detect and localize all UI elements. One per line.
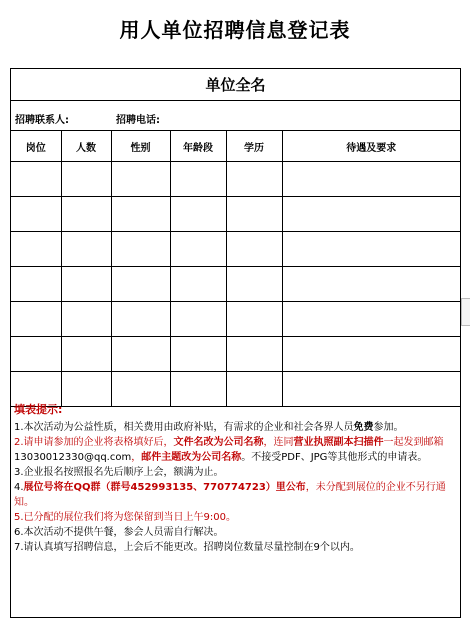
table-cell[interactable]	[282, 162, 460, 197]
table-cell[interactable]	[61, 267, 111, 302]
table-cell[interactable]	[111, 197, 170, 232]
table-cell[interactable]	[170, 267, 226, 302]
note-4	[14, 480, 458, 510]
form-title: 用人单位招聘信息登记表	[119, 18, 351, 42]
table-row	[11, 197, 460, 232]
contact-phone-label: 招聘电话:	[116, 115, 160, 126]
note-2	[14, 435, 458, 465]
table-row	[11, 337, 460, 372]
contact-person-label: 招聘联系人:	[15, 115, 69, 126]
contact-row	[11, 101, 460, 131]
table-header-row	[11, 131, 460, 162]
table-cell[interactable]	[226, 337, 282, 372]
table-cell[interactable]	[11, 267, 61, 302]
note-emphasis: 文件名改为公司名称	[173, 437, 264, 448]
instructions-header: 填表提示:	[14, 403, 63, 416]
note-text: 2.请申请参加的企业将表格填好后，	[14, 437, 174, 448]
table-cell[interactable]	[282, 232, 460, 267]
recruitment-table	[11, 131, 460, 407]
table-cell[interactable]	[282, 302, 460, 337]
col-position: 岗位	[11, 131, 61, 162]
note-emphasis: 免费	[353, 422, 374, 433]
table-row	[11, 162, 460, 197]
col-headcount: 人数	[61, 131, 111, 162]
table-row	[11, 302, 460, 337]
note-5: 5.已分配的展位我们将为您保留到当日上午9:00。	[14, 512, 236, 523]
col-age-range: 年龄段	[170, 131, 226, 162]
table-cell[interactable]	[61, 197, 111, 232]
note-7: 7.请认真填写招聘信息，上会后不能更改。招聘岗位数量尽量控制在9个以内。	[14, 542, 360, 553]
table-row	[11, 232, 460, 267]
table-cell[interactable]	[111, 162, 170, 197]
note-text: 一起发到邮箱	[383, 437, 444, 448]
table-cell[interactable]	[170, 162, 226, 197]
table-cell[interactable]	[170, 197, 226, 232]
col-education: 学历	[226, 131, 282, 162]
table-cell[interactable]	[11, 162, 61, 197]
note-text: 4.	[14, 482, 24, 493]
table-cell[interactable]	[11, 197, 61, 232]
note-3: 3.企业报名按照报名先后顺序上会，额满为止。	[14, 467, 224, 478]
note-text: ，未分配到展位的企业不另行通知。	[14, 482, 446, 508]
table-cell[interactable]	[226, 162, 282, 197]
table-cell[interactable]	[226, 232, 282, 267]
table-cell[interactable]	[226, 197, 282, 232]
instructions	[14, 402, 458, 555]
table-cell[interactable]	[11, 337, 61, 372]
col-benefits: 待遇及要求	[282, 131, 460, 162]
note-emphasis: 营业执照副本扫描件	[293, 437, 384, 448]
table-cell[interactable]	[61, 337, 111, 372]
note-1	[14, 420, 458, 435]
note-text: 。不接受PDF、JPG等其他形式的申请表。	[241, 452, 428, 463]
note-text: ，连同	[263, 437, 294, 448]
table-cell[interactable]	[111, 232, 170, 267]
table-cell[interactable]	[11, 232, 61, 267]
table-cell[interactable]	[282, 197, 460, 232]
table-cell[interactable]	[111, 337, 170, 372]
table-cell[interactable]	[61, 162, 111, 197]
note-emphasis: 展位号将在QQ群（群号452993135、770774723）里公布	[23, 482, 306, 493]
unit-name-field[interactable]: 单位全名	[11, 69, 460, 101]
col-gender: 性别	[111, 131, 170, 162]
table-cell[interactable]	[61, 232, 111, 267]
note-6: 6.本次活动不提供午餐，参会人员需自行解决。	[14, 527, 224, 538]
email-address[interactable]: 13030012330@qq.com	[14, 452, 132, 463]
note-emphasis: 邮件主题改为公司名称	[141, 452, 242, 463]
table-cell[interactable]	[226, 267, 282, 302]
table-cell[interactable]	[11, 302, 61, 337]
note-text: 1.本次活动为公益性质，相关费用由政府补贴，有需求的企业和社会各界人员	[14, 422, 354, 433]
registration-form	[10, 68, 461, 618]
note-text: 参加。	[373, 422, 404, 433]
table-cell[interactable]	[170, 232, 226, 267]
table-cell[interactable]	[282, 267, 460, 302]
note-text: ，	[131, 452, 142, 463]
table-cell[interactable]	[170, 337, 226, 372]
table-cell[interactable]	[282, 337, 460, 372]
table-cell[interactable]	[61, 302, 111, 337]
side-scroll-tab[interactable]	[461, 298, 470, 326]
table-cell[interactable]	[111, 267, 170, 302]
table-cell[interactable]	[170, 302, 226, 337]
table-row	[11, 267, 460, 302]
table-cell[interactable]	[111, 302, 170, 337]
table-cell[interactable]	[226, 302, 282, 337]
